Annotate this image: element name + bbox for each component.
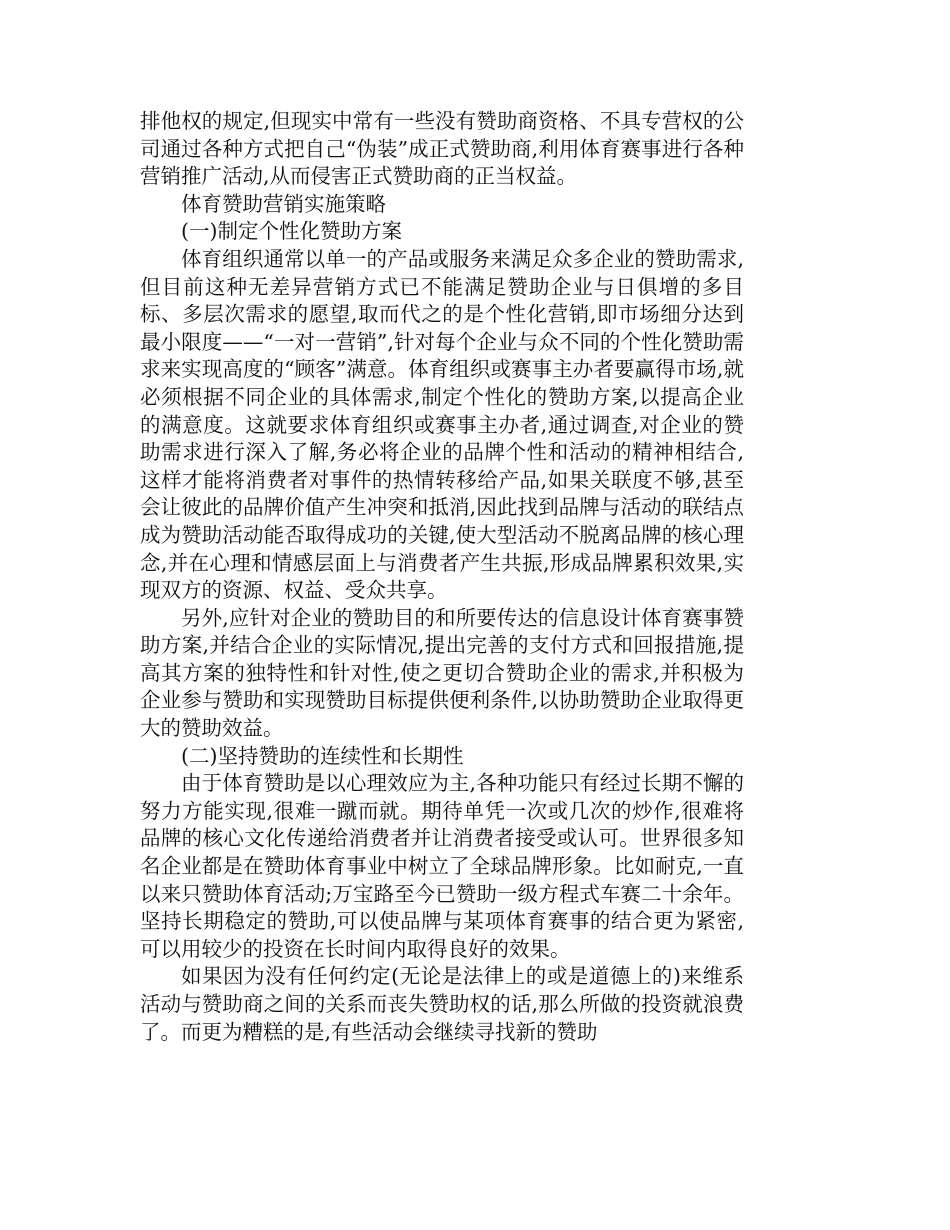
paragraph-continuation: 排他权的规定,但现实中常有一些没有赞助商资格、不具专营权的公司通过各种方式把自己“伪装”成正式赞助商,利用体育赛事进行各种营销推广活动,从而侵害正式赞助商的正当权益。 [140,109,744,189]
paragraph: 另外,应针对企业的赞助目的和所要传达的信息设计体育赛事赞助方案,并结合企业的实际情况,提出完善的支付方式和回报措施,提高其方案的独特性和针对性,使之更切合赞助企业的需求,并积极为企业参与赞助和实现赞助目标提供便利条件,以协助赞助企业取得更大的赞助效益。 [140,605,744,741]
paragraph: 如果因为没有任何约定(无论是法律上的或是道德上的)来维系活动与赞助商之间的关系而丧失赞助权的话,那么所做的投资就浪费了。而更为糟糕的是,有些活动会继续寻找新的赞助 [140,964,744,1044]
subsection-heading-1: (一)制定个性化赞助方案 [181,219,402,244]
section-heading: 体育赞助营销实施策略 [181,191,386,216]
subsection-heading-2: (二)坚持赞助的连续性和长期性 [181,743,464,768]
document-body [140,108,744,1046]
paragraph: 体育组织通常以单一的产品或服务来满足众多企业的赞助需求,但目前这种无差异营销方式已不能满足赞助企业与日俱增的多目标、多层次需求的愿望,取而代之的是个性化营销,即市场细分达到最小限度——“一对一营销”,针对每个企业与众不同的个性化赞助需求来实现高度的“顾客”满意。体育组织或赛事主办者要赢得市场,就必须根据不同企业的具体需求,制定个性化的赞助方案,以提高企业的满意度。这就要求体育组织或赛事主办者,通过调查,对企业的赞助需求进行深入了解,务必将企业的品牌个性和活动的精神相结合,这样才能将消费者对事件的热情转移给产品,如果关联度不够,甚至会让彼此的品牌价值产生冲突和抵消,因此找到品牌与活动的联结点成为赞助活动能否取得成功的关键,使大型活动不脱离品牌的核心理念,并在心理和情感层面上与消费者产生共振,形成品牌累积效果,实现双方的资源、权益、受众共享。 [140,246,744,603]
paragraph: 由于体育赞助是以心理效应为主,各种功能只有经过长期不懈的努力方能实现,很难一蹴而就。期待单凭一次或几次的炒作,很难将品牌的核心文化传递给消费者并让消费者接受或认可。世界很多知名企业都是在赞助体育事业中树立了全球品牌形象。比如耐克,一直以来只赞助体育活动;万宝路至今已赞助一级方程式车赛二十余年。坚持长期稳定的赞助,可以使品牌与某项体育赛事的结合更为紧密,可以用较少的投资在长时间内取得良好的效果。 [140,771,744,961]
